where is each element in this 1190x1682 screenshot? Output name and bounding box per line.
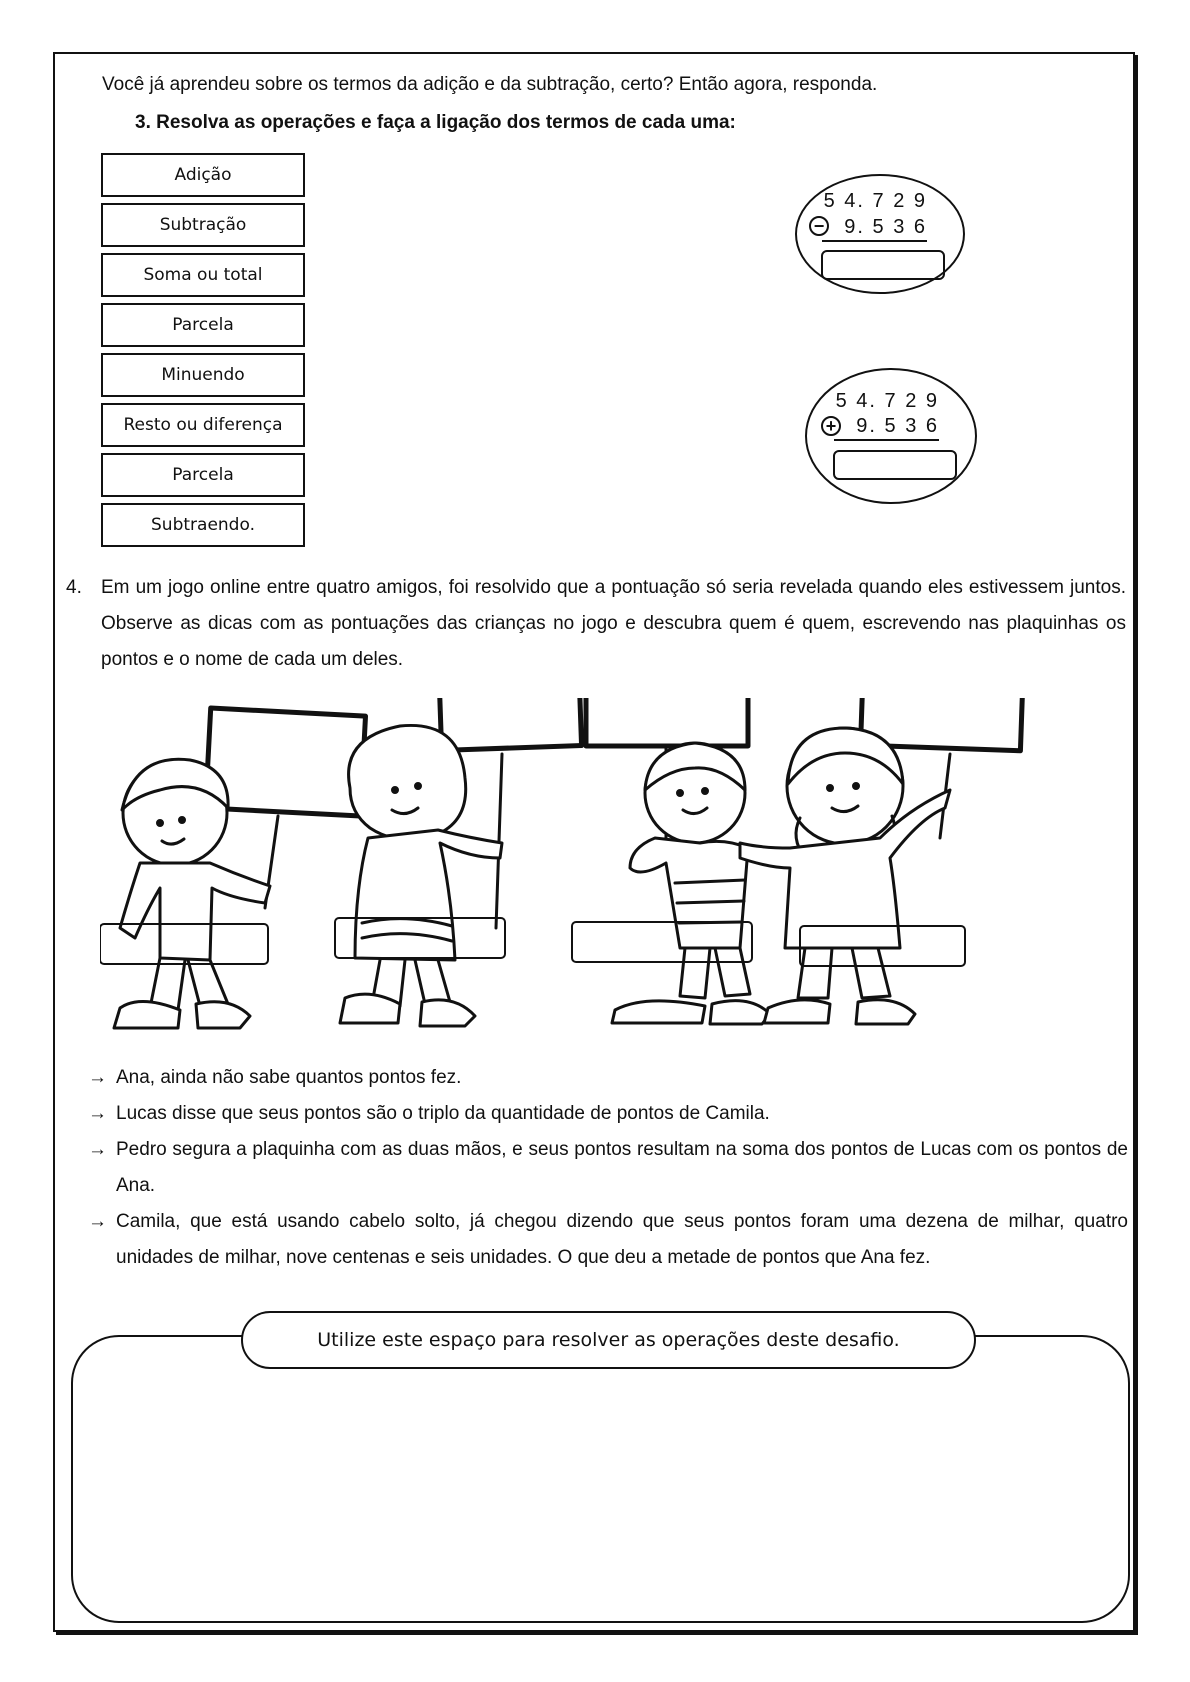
arrow-right-icon: → [88, 1067, 107, 1088]
arrow-right-icon: → [88, 1103, 107, 1124]
addend-2-number: 9. 5 3 6 [834, 415, 939, 441]
workspace-box[interactable] [71, 1335, 1130, 1623]
question-4-text: Em um jogo online entre quatro amigos, foi resolvido que a pontuação só seria revelada quando eles estivessem juntos. Observe as dicas com as pontuações das crianças no jogo e descubra quem é quem, escrevendo nas plaquinhas os pontos e o nome de cada um deles. [101, 577, 1126, 670]
plus-sign-icon: + [821, 416, 841, 436]
term-box: Parcela [101, 453, 305, 497]
term-box: Parcela [101, 303, 305, 347]
subtraction-operation [795, 174, 965, 294]
workspace-label: Utilize este espaço para resolver as operações deste desafio. [241, 1311, 976, 1369]
term-box: Minuendo [101, 353, 305, 397]
question-3-title: 3. Resolva as operações e faça a ligação dos termos de cada uma: [135, 112, 736, 133]
clues-list [88, 1060, 1128, 1276]
term-box: Adição [101, 153, 305, 197]
intro-text: Você já aprendeu sobre os termos da adição e da subtração, certo? Então agora, responda. [102, 74, 878, 95]
term-box: Subtração [101, 203, 305, 247]
kid-3-illustration [572, 698, 770, 1024]
term-box: Resto ou diferença [101, 403, 305, 447]
clue-item: → Camila, que está usando cabelo solto, já chegou dizendo que seus pontos foram uma dezena de milhar, quatro unidades de milhar, nove centenas e seis unidades. O que deu a metade de pontos que Ana fez. [88, 1204, 1128, 1276]
addend-1-number: 5 4. 7 2 9 [835, 390, 939, 412]
clue-item: → Ana, ainda não sabe quantos pontos fez. [88, 1060, 1128, 1096]
kid-2-illustration [335, 698, 582, 1026]
question-4 [66, 570, 1126, 678]
answer-box[interactable] [833, 450, 957, 480]
arrow-right-icon: → [88, 1211, 107, 1232]
clue-item: → Lucas disse que seus pontos são o triplo da quantidade de pontos de Camila. [88, 1096, 1128, 1132]
minuend-number: 5 4. 7 2 9 [823, 190, 927, 212]
term-box: Subtraendo. [101, 503, 305, 547]
question-4-number: 4. [66, 577, 82, 598]
term-box: Soma ou total [101, 253, 305, 297]
minus-sign-icon: − [809, 216, 829, 236]
answer-box[interactable] [821, 250, 945, 280]
children-holding-signs-illustration [100, 698, 1110, 1043]
terms-list [101, 153, 305, 553]
clue-item: → Pedro segura a plaquinha com as duas mãos, e seus pontos resultam na soma dos pontos de Lucas com os pontos de Ana. [88, 1132, 1128, 1204]
kid-4-illustration [740, 698, 1023, 1024]
arrow-right-icon: → [88, 1139, 107, 1160]
kid-1-illustration [100, 708, 366, 1028]
subtrahend-number: 9. 5 3 6 [822, 216, 927, 242]
addition-operation [805, 368, 977, 504]
